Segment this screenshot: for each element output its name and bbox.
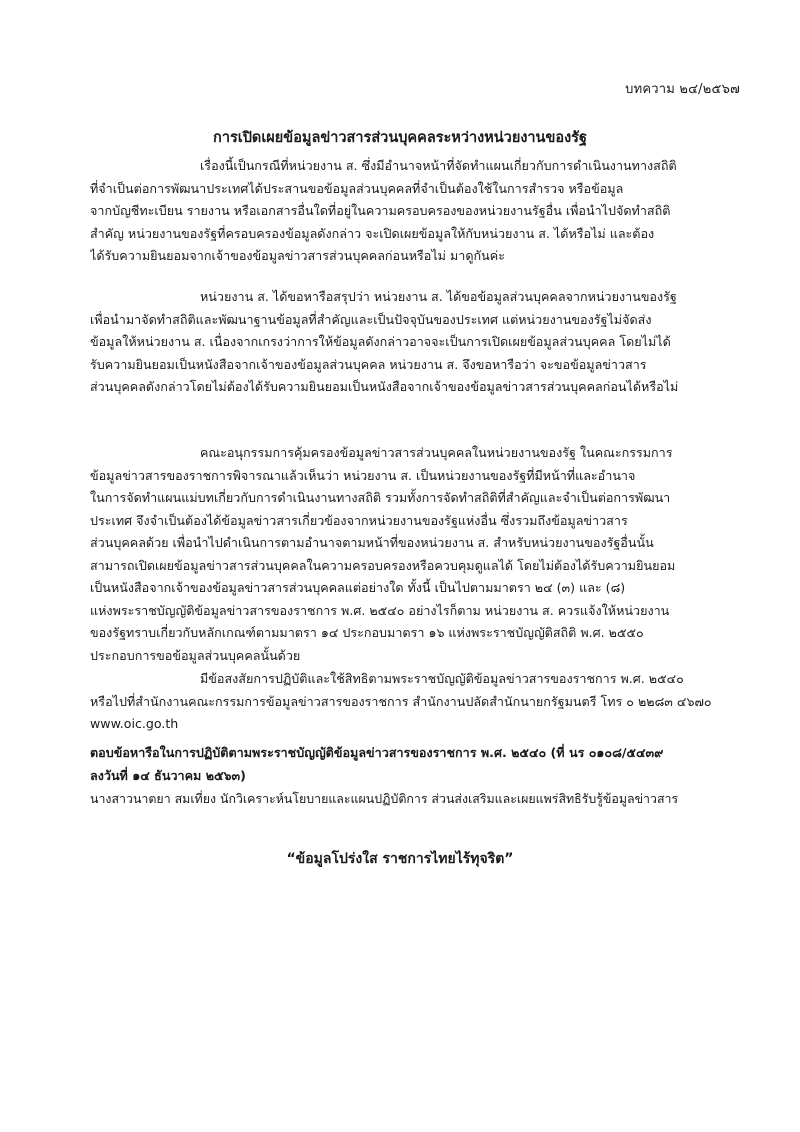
text-line: หน่วยงาน ส. ได้ขอหารือสรุปว่า หน่วยงาน ส. ได้ขอข้อมูลส่วนบุคคลจากหน่วยงานของรัฐ [200,289,677,304]
text-line: เพื่อนำมาจัดทำสถิติและพัฒนาฐานข้อมูลที่สำคัญและเป็นปัจจุบันของประเทศ แต่หน่วยงานของรัฐไม่จัดส่ง [90,311,652,327]
paragraph-intro [90,155,746,268]
text-line: คณะอนุกรรมการคุ้มครองข้อมูลข่าวสารส่วนบุคคลในหน่วยงานของรัฐ ในคณะกรรมการ [200,445,673,460]
paragraph-opinion [90,442,746,667]
text-line: เรื่องนี้เป็นกรณีที่หน่วยงาน ส. ซึ่งมีอำนาจหน้าที่จัดทำแผนเกี่ยวกับการดำเนินงานทางสถิติ [200,158,677,173]
text-line: ของรัฐทราบเกี่ยวกับหลักเกณฑ์ตามมาตรา ๑๔ ประกอบมาตรา ๑๖ แห่งพระราชบัญญัติสถิติ พ.ศ. ๒๕๕๐ [90,625,644,640]
text-line: ข้อมูลให้หน่วยงาน ส. เนื่องจากเกรงว่าการให้ข้อมูลดังกล่าวอาจจะเป็นการเปิดเผยข้อมูลส่วนบุคคล โดยไม่ได้ [90,334,671,349]
text-line: รับความยินยอมเป็นหนังสือจากเจ้าของข้อมูลส่วนบุคคล หน่วยงาน ส. จึงขอหารือว่า จะขอข้อมูลข่าวสาร [90,356,647,372]
slogan: “ข้อมูลโปร่งใส ราชการไทยไร้ทุจริต” [286,851,514,867]
text-line: ได้รับความยินยอมจากเจ้าของข้อมูลข่าวสารส่วนบุคคลก่อนหรือไม่ มาดูกันค่ะ [90,248,505,263]
document-title: การเปิดเผยข้อมูลข่าวสารส่วนบุคคลระหว่างหน่วยงานของรัฐ [213,130,587,146]
paragraph-question [90,286,746,399]
text-line: ส่วนบุคคลดังกล่าวโดยไม่ต้องได้รับความยินยอมเป็นหนังสือจากเจ้าของข้อมูลข่าวสารส่วนบุคคลก่อนได้หรือไม่ [90,379,679,394]
text-line: สำคัญ หน่วยงานของรัฐที่ครอบครองข้อมูลดังกล่าว จะเปิดเผยข้อมูลให้กับหน่วยงาน ส. ได้หรือไม่ และต้อง [90,225,655,241]
paragraph-contact [90,668,746,736]
text-line: ส่วนบุคคลด้วย เพื่อนำไปดำเนินการตามอำนาจตามหน้าที่ของหน่วยงาน ส. สำหรับหน่วยงานของรัฐอื่นนั้น [90,535,654,550]
text-line: ประกอบการขอข้อมูลส่วนบุคคลนั้นด้วย [90,647,301,663]
author-line: นางสาวนาตยา สมเที่ยง นักวิเคราะห์นโยบายและแผนปฏิบัติการ ส่วนส่งเสริมและเผยแพร่สิทธิรับรู้ข้อมูลข่าวสาร [90,791,679,806]
text-line: สามารถเปิดเผยข้อมูลข่าวสารส่วนบุคคลในความครอบครองหรือควบคุมดูแลได้ โดยไม่ต้องได้รับความยินยอม [90,557,676,573]
text-line: ประเทศ จึงจำเป็นต้องได้ข้อมูลข่าวสารเกี่ยวข้องจากหน่วยงานของรัฐแห่งอื่น ซึ่งรวมถึงข้อมูลข่าวสาร [90,512,628,528]
text-line: ที่จำเป็นต่อการพัฒนาประเทศได้ประสานขอข้อมูลส่วนบุคคลที่จำเป็นต้องใช้ในการสำรวจ หรือข้อมูล [90,180,624,196]
text-line: ในการจัดทำแผนแม่บทเกี่ยวกับการดำเนินงานทางสถิติ รวมทั้งการจัดทำสถิติที่สำคัญและจำเป็นต่อการพัฒนา [90,490,671,505]
text-line: หรือไปที่สำนักงานคณะกรรมการข้อมูลข่าวสารของราชการ สำนักงานปลัดสำนักนายกรัฐมนตรี โทร ๐ ๒๒๘๓ ๔๖๗๐ [90,693,712,709]
text-line: มีข้อสงสัยการปฏิบัติและใช้สิทธิตามพระราชบัญญัติข้อมูลข่าวสารของราชการ พ.ศ. ๒๕๔๐ [200,671,684,686]
text-line: ลงวันที่ ๑๔ ธันวาคม ๒๕๖๓) [90,767,246,783]
text-line: แห่งพระราชบัญญัติข้อมูลข่าวสารของราชการ พ.ศ. ๒๕๔๐ อย่างไรก็ตาม หน่วยงาน ส. ควรแจ้งให้หน่วยงาน [90,602,670,618]
article-number: บทความ ๒๔/๒๕๖๗ [625,82,740,97]
text-line: ตอบข้อหารือในการปฏิบัติตามพระราชบัญญัติข้อมูลข่าวสารของราชการ พ.ศ. ๒๕๔๐ (ที่ นร ๐๑๐๘/๕๔๓๙ [90,745,664,760]
answer-reference [90,742,750,787]
text-line: ข้อมูลข่าวสารของราชการพิจารณาแล้วเห็นว่า หน่วยงาน ส. เป็นหน่วยงานของรัฐที่มีหน้าที่และอำนาจ [90,467,636,483]
website-link[interactable]: www.oic.go.th [90,716,179,731]
text-line: เป็นหนังสือจากเจ้าของข้อมูลข่าวสารส่วนบุคคลแต่อย่างใด ทั้งนี้ เป็นไปตามมาตรา ๒๔ (๓) และ (๘) [90,580,626,595]
text-line: จากบัญชีทะเบียน รายงาน หรือเอกสารอื่นใดที่อยู่ในความครอบครองของหน่วยงานรัฐอื่น เพื่อนำไปจัดทำสถิติ [90,203,671,218]
